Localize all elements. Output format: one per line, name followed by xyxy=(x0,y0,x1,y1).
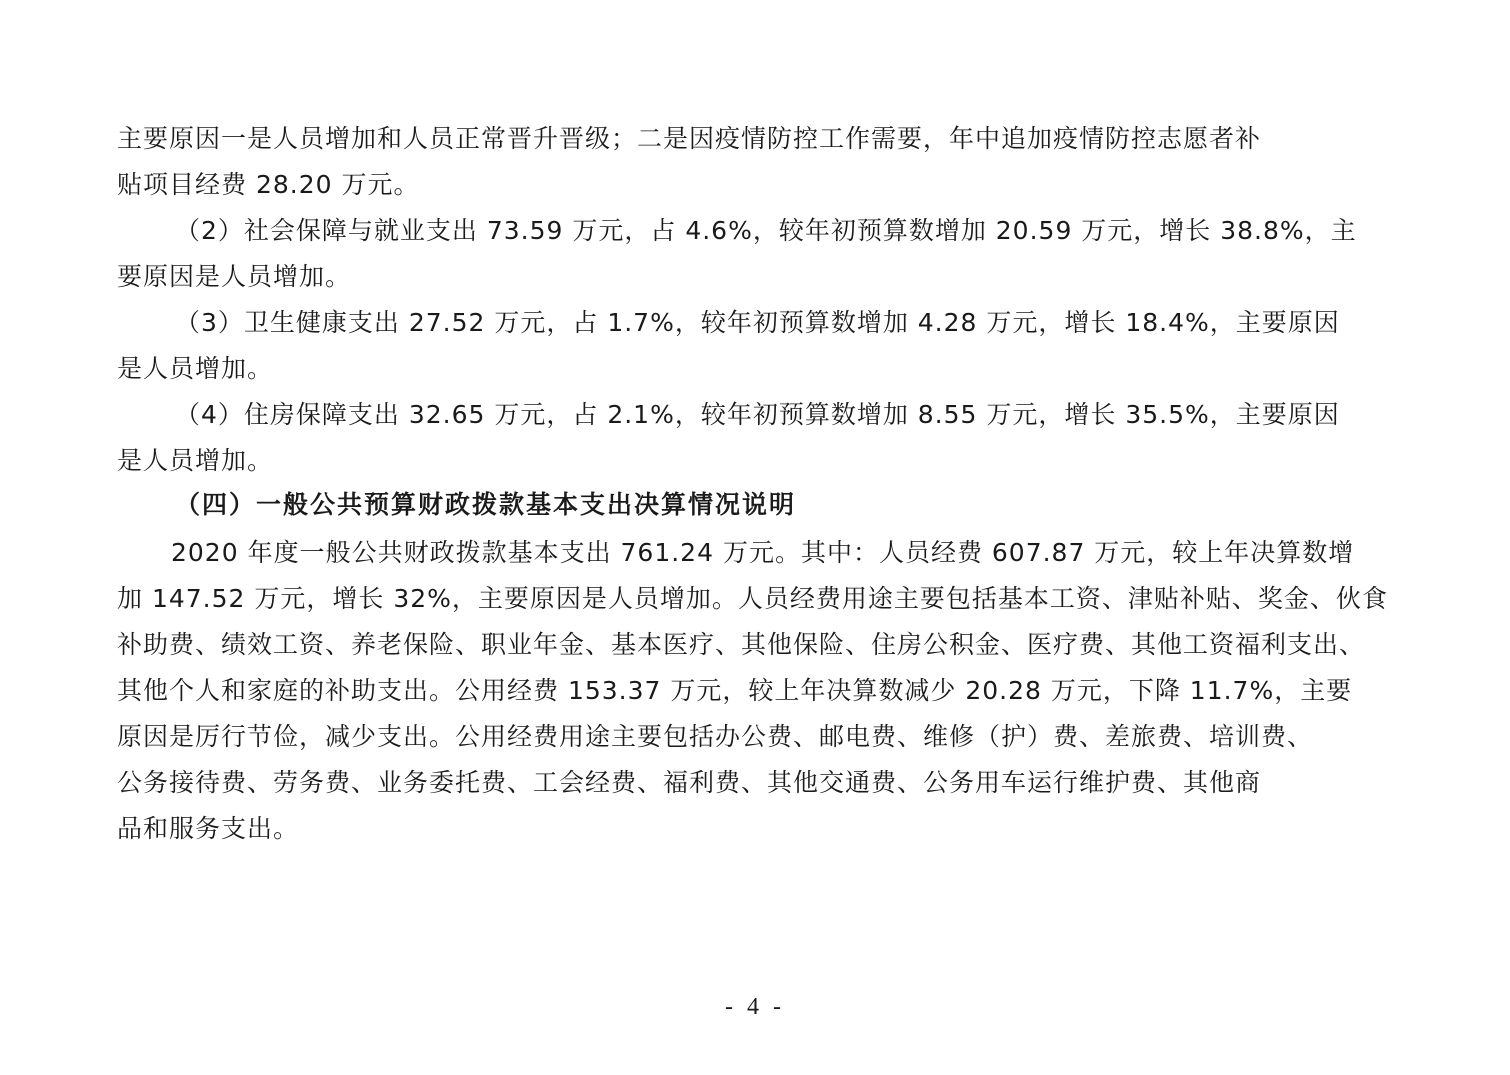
section-heading: （四）一般公共预算财政拨款基本支出决算情况说明 xyxy=(175,490,797,519)
paragraph-line: 原因是厉行节俭，减少支出。公用经费用途主要包括办公费、邮电费、维修（护）费、差旅费、培训费、 xyxy=(117,722,1314,751)
paragraph-line: 加 147.52 万元，增长 32%，主要原因是人员增加。人员经费用途主要包括基本工资、津贴补贴、奖金、伙食 xyxy=(117,584,1388,613)
paragraph-line: 贴项目经费 28.20 万元。 xyxy=(117,170,420,199)
paragraph-line: （3）卫生健康支出 27.52 万元，占 1.7%，较年初预算数增加 4.28 万元，增长 18.4%，主要原因 xyxy=(175,308,1340,337)
paragraph-line: 其他个人和家庭的补助支出。公用经费 153.37 万元，较上年决算数减少 20.28 万元，下降 11.7%，主要 xyxy=(117,676,1353,705)
paragraph-line: 是人员增加。 xyxy=(117,446,274,475)
paragraph-line: （2）社会保障与就业支出 73.59 万元，占 4.6%，较年初预算数增加 20.59 万元，增长 38.8%，主 xyxy=(175,216,1357,245)
paragraph-line: 是人员增加。 xyxy=(117,354,274,383)
paragraph-line: （4）住房保障支出 32.65 万元，占 2.1%，较年初预算数增加 8.55 万元，增长 35.5%，主要原因 xyxy=(175,400,1340,429)
paragraph-line: 补助费、绩效工资、养老保险、职业年金、基本医疗、其他保险、住房公积金、医疗费、其他工资福利支出、 xyxy=(117,630,1366,659)
paragraph-line: 公务接待费、劳务费、业务委托费、工会经费、福利费、其他交通费、公务用车运行维护费、其他商 xyxy=(117,768,1262,797)
paragraph-line: 品和服务支出。 xyxy=(117,814,300,843)
paragraph-line: 2020 年度一般公共财政拨款基本支出 761.24 万元。其中：人员经费 607.87 万元，较上年决算数增 xyxy=(171,538,1355,567)
paragraph-line: 要原因是人员增加。 xyxy=(117,262,352,291)
page-number: - 4 - xyxy=(725,994,785,1020)
paragraph-line: 主要原因一是人员增加和人员正常晋升晋级；二是因疫情防控工作需要，年中追加疫情防控志愿者补 xyxy=(117,124,1262,153)
